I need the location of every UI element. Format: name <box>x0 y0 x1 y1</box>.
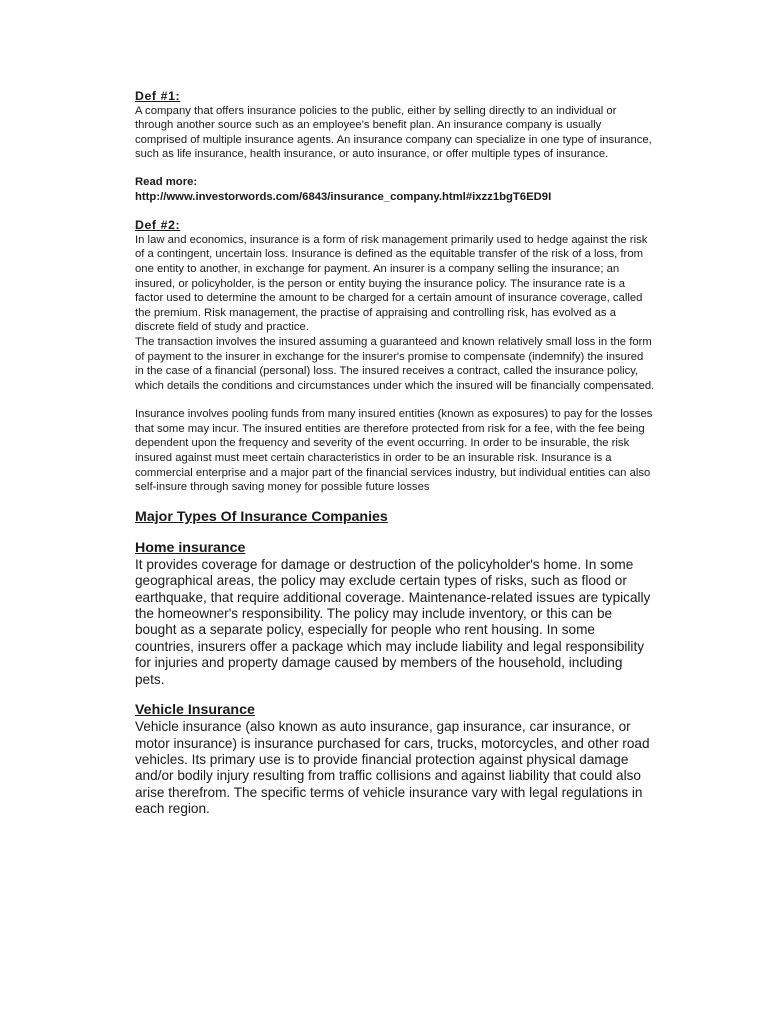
def2-paragraph-3: Insurance involves pooling funds from many insured entities (known as exposures) to pay for the losses that some may incur. The insured entities are therefore protected from risk for a fee, with the fee being dependent upon the frequency and severity of the event occurring. In order to be insurable, the risk insured against must meet certain characteristics in order to be an insurable risk. Insurance is a commercial enterprise and a major part of the financial services industry, but individual entities can also self-insure through saving money for possible future losses <box>135 408 653 494</box>
def2-block <box>135 218 655 495</box>
def1-text: A company that offers insurance policies to the public, either by selling directly to an individual or through another source such as an employee's benefit plan. An insurance company is usually comprised of multiple insurance agents. An insurance company can specialize in one type of insurance, such as life insurance, health insurance, or auto insurance, or offer multiple types of insurance. <box>135 104 652 161</box>
vehicle-insurance-section <box>135 702 655 817</box>
def2-paragraph-1: In law and economics, insurance is a form of risk management primarily used to hedge against the risk of a contingent, uncertain loss. Insurance is defined as the equitable transfer of the risk of a loss, from one entity to another, in exchange for payment. An insurer is a company selling the insurance; an insured, or policyholder, is the person or entity buying the insurance policy. The insurance rate is a factor used to determine the amount to be charged for a certain amount of insurance coverage, called the premium. Risk management, the practise of appraising and controlling risk, has evolved as a discrete field of study and practice. <box>135 233 648 334</box>
vehicle-insurance-text: Vehicle insurance (also known as auto insurance, gap insurance, car insurance, or motor insurance) is insurance purchased for cars, trucks, motorcycles, and other road vehicles. Its primary use is to provide financial protection against physical damage and/or bodily injury resulting from traffic collisions and against liability that could also arise therefrom. The specific terms of vehicle insurance vary with legal regulations in each region. <box>135 719 650 817</box>
home-insurance-heading: Home insurance <box>135 539 246 556</box>
read-more-label: Read more: <box>135 175 198 188</box>
def2-paragraph-2: The transaction involves the insured assuming a guaranteed and known relatively small loss in the form of payment to the insurer in exchange for the insurer's promise to compensate (indemnify) the insured in the case of a financial (personal) loss. The insured receives a contract, called the insurance policy, which details the conditions and circumstances under which the insured will be financially compensated. <box>135 335 655 392</box>
read-more-link[interactable]: http://www.investorwords.com/6843/insurance_company.html#ixzz1bgT6ED9I <box>135 190 552 203</box>
major-types-heading: Major Types Of Insurance Companies <box>135 508 388 525</box>
read-more-block <box>135 175 655 204</box>
def2-heading: Def #2: <box>135 218 181 233</box>
document-page <box>135 89 655 818</box>
vehicle-insurance-heading: Vehicle Insurance <box>135 702 255 719</box>
def1-heading: Def #1: <box>135 89 181 103</box>
home-insurance-text: It provides coverage for damage or destruction of the policyholder's home. In some geographical areas, the policy may exclude certain types of risks, such as flood or earthquake, that require additional coverage. Maintenance-related issues are typically the homeowner's responsibility. The policy may include inventory, or this can be bought as a separate policy, especially for people who rent housing. In some countries, insurers offer a package which may include liability and legal responsibility for injuries and property damage caused by members of the household, including pets. <box>135 556 651 687</box>
home-insurance-section <box>135 540 655 688</box>
